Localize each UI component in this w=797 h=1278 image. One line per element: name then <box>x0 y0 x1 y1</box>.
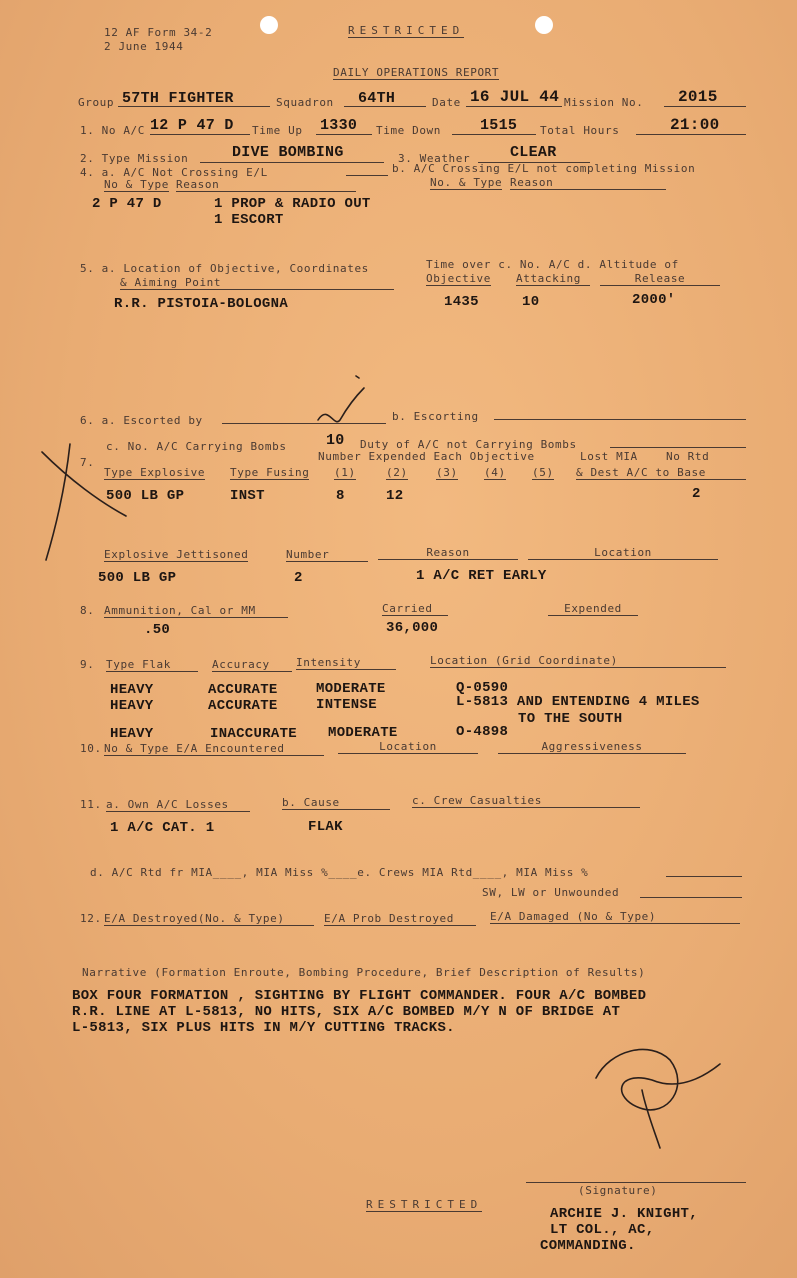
total-hours-value: 21:00 <box>670 116 720 134</box>
no-aircraft-label: 1. No A/C <box>80 124 146 137</box>
form-number: 12 AF Form 34-2 <box>104 26 213 39</box>
flak-3-location: O-4898 <box>456 724 509 740</box>
type-mission-label: 2. Type Mission <box>80 152 189 165</box>
col-1: (1) <box>334 466 356 479</box>
crew-casualties-label: c. Crew Casualties <box>412 794 640 808</box>
ea-damaged-label: E/A Damaged (No & Type) <box>490 910 740 924</box>
intensity-label: Intensity <box>296 656 396 670</box>
cross-mark-ink <box>42 452 126 516</box>
date-label: Date <box>432 96 461 109</box>
altitude-value: 2000' <box>632 292 676 308</box>
jettisoned-number-label: Number <box>286 548 368 562</box>
no-type-col-a: No & Type <box>104 178 170 191</box>
dest-base-value: 2 <box>692 486 701 502</box>
classification-top: RESTRICTED <box>348 24 465 37</box>
squadron-value: 64TH <box>358 90 396 107</box>
col-2: (2) <box>386 466 408 479</box>
no-rtd-label: No Rtd <box>666 450 710 463</box>
signature-label: (Signature) <box>578 1184 658 1197</box>
flak-3-intensity: MODERATE <box>328 725 398 741</box>
total-hours-label: Total Hours <box>540 124 620 137</box>
not-crossing-ac: 2 P 47 D <box>92 196 162 212</box>
jettisoned-reason-label: Reason <box>378 546 518 560</box>
signer-rank: LT COL., AC, <box>550 1222 655 1238</box>
mission-value: 2015 <box>678 88 718 106</box>
narrative-label: Narrative (Formation Enroute, Bombing Procedure, Brief Description of Results) <box>82 966 646 979</box>
jettisoned-number-value: 2 <box>294 570 303 586</box>
item-7-number: 7. <box>80 456 95 469</box>
explosive-jettisoned-label: Explosive Jettisoned <box>104 548 249 561</box>
page-title: DAILY OPERATIONS REPORT <box>333 66 500 79</box>
flak-2-location-cont: TO THE SOUTH <box>518 711 623 727</box>
narrative-line-3: L-5813, SIX PLUS HITS IN M/Y CUTTING TRACKS. <box>72 1020 455 1036</box>
col-3: (3) <box>436 466 458 479</box>
type-flak-label: Type Flak <box>106 658 198 672</box>
flak-1-accuracy: ACCURATE <box>208 682 278 698</box>
reason-col-a: Reason <box>176 178 356 192</box>
jettisoned-type-value: 500 LB GP <box>98 570 177 586</box>
objective-label: 5. a. Location of Objective, Coordinates <box>80 262 369 275</box>
flak-1-type: HEAVY <box>110 682 154 698</box>
time-over-value: 1435 <box>444 294 479 310</box>
no-type-col-b: No. & Type <box>430 176 503 189</box>
ac-not-crossing-label: 4. a. A/C Not Crossing E/L <box>80 166 268 179</box>
signer-name: ARCHIE J. KNIGHT, <box>550 1206 698 1222</box>
cause-label: b. Cause <box>282 796 390 810</box>
escorting-label: b. Escorting <box>392 410 479 423</box>
type-explosive-col: Type Explosive <box>104 466 206 479</box>
time-down-value: 1515 <box>480 117 518 134</box>
wounded-label: SW, LW or Unwounded <box>482 886 620 899</box>
losses-value: 1 A/C CAT. 1 <box>110 820 215 836</box>
ammunition-label: Ammunition, Cal or MM <box>104 604 288 618</box>
fusing-value: INST <box>230 488 265 504</box>
flak-item-num: 9. <box>80 658 95 671</box>
flak-location-label: Location (Grid Coordinate) <box>430 654 726 668</box>
carried-label: Carried <box>382 602 448 616</box>
aiming-point-label: & Aiming Point <box>120 276 394 290</box>
type-fusing-col: Type Fusing <box>230 466 310 479</box>
col-5: (5) <box>532 466 554 479</box>
lost-mia-label: Lost MIA <box>580 450 638 463</box>
ea-encountered-label: No & Type E/A Encountered <box>104 742 324 756</box>
group-label: Group <box>78 96 115 109</box>
destroyed-item-num: 12. <box>80 912 102 925</box>
time-down-label: Time Down <box>376 124 442 137</box>
time-up-label: Time Up <box>252 124 303 137</box>
expended-1-value: 8 <box>336 488 345 504</box>
form-date: 2 June 1944 <box>104 40 184 53</box>
attacking-col-label: Attacking <box>516 272 590 286</box>
carried-value: 36,000 <box>386 620 439 636</box>
objective-value: R.R. PISTOIA-BOLOGNA <box>114 296 289 312</box>
jettisoned-location-label: Location <box>528 546 718 560</box>
ea-location-label: Location <box>338 740 478 754</box>
ea-destroyed-label: E/A Destroyed(No. & Type) <box>104 912 314 926</box>
flak-3-type: HEAVY <box>110 726 154 742</box>
signer-title: COMMANDING. <box>540 1238 636 1254</box>
squadron-label: Squadron <box>276 96 334 109</box>
jettisoned-reason-value: 1 A/C RET EARLY <box>416 568 547 584</box>
flak-2-type: HEAVY <box>110 698 154 714</box>
expended-label: Expended <box>548 602 638 616</box>
flak-3-accuracy: INACCURATE <box>210 726 298 742</box>
ac-carrying-bombs-value: 10 <box>326 432 345 449</box>
initials-ink <box>596 1050 720 1110</box>
release-col-label: Release <box>600 272 720 286</box>
col-4: (4) <box>484 466 506 479</box>
ac-crossing-label: b. A/C Crossing E/L not completing Mission <box>392 162 696 175</box>
number-expended-label: Number Expended Each Objective <box>318 450 535 463</box>
objective-col-label: Objective <box>426 272 492 285</box>
type-mission-value: DIVE BOMBING <box>232 144 344 161</box>
losses-item-num: 11. <box>80 798 102 811</box>
escorted-by-label: 6. a. Escorted by <box>80 414 203 427</box>
not-crossing-reason-1: 1 PROP & RADIO OUT <box>214 196 371 212</box>
narrative-line-2: R.R. LINE AT L-5813, NO HITS, SIX A/C BOMBED M/Y N OF BRIDGE AT <box>72 1004 621 1020</box>
ea-prob-destroyed-label: E/A Prob Destroyed <box>324 912 476 926</box>
flak-2-intensity: INTENSE <box>316 697 377 713</box>
not-crossing-reason-2: 1 ESCORT <box>214 212 284 228</box>
duty-not-carrying-label: Duty of A/C not Carrying Bombs <box>360 438 577 451</box>
checkmark-ink <box>318 388 364 422</box>
explosive-type-value: 500 LB GP <box>106 488 185 504</box>
ac-rtd-mia-label: d. A/C Rtd fr MIA____, MIA Miss %____e. Crews MIA Rtd____, MIA Miss % <box>90 866 589 879</box>
ea-item-num: 10. <box>80 742 102 755</box>
weather-label: 3. Weather <box>398 152 471 165</box>
weather-value: CLEAR <box>510 144 557 161</box>
no-aircraft-value: 12 P 47 D <box>150 117 234 134</box>
group-value: 57TH FIGHTER <box>122 90 234 107</box>
mission-label: Mission No. <box>564 96 644 109</box>
classification-bottom: RESTRICTED <box>366 1198 483 1211</box>
accuracy-label: Accuracy <box>212 658 292 672</box>
aggressiveness-label: Aggressiveness <box>498 740 686 754</box>
time-over-label: Time over c. No. A/C d. Altitude of <box>426 258 679 271</box>
cause-value: FLAK <box>308 819 343 835</box>
time-up-value: 1330 <box>320 117 358 134</box>
flak-1-location: Q-0590 <box>456 680 509 696</box>
ammunition-label-num: 8. <box>80 604 95 617</box>
attacking-value: 10 <box>522 294 540 310</box>
reason-col-b: Reason <box>510 176 666 190</box>
flak-1-intensity: MODERATE <box>316 681 386 697</box>
own-losses-label: a. Own A/C Losses <box>106 798 250 812</box>
ink-dot <box>356 376 359 378</box>
ammunition-cal-value: .50 <box>144 622 171 638</box>
date-value: 16 JUL 44 <box>470 88 560 106</box>
dest-base-col: & Dest A/C to Base <box>576 466 746 480</box>
flak-2-accuracy: ACCURATE <box>208 698 278 714</box>
flak-2-location: L-5813 AND ENTENDING 4 MILES <box>456 694 700 710</box>
narrative-line-1: BOX FOUR FORMATION , SIGHTING BY FLIGHT COMMANDER. FOUR A/C BOMBED <box>72 988 647 1004</box>
expended-2-value: 12 <box>386 488 404 504</box>
ac-carrying-bombs-label: c. No. A/C Carrying Bombs <box>106 440 287 453</box>
